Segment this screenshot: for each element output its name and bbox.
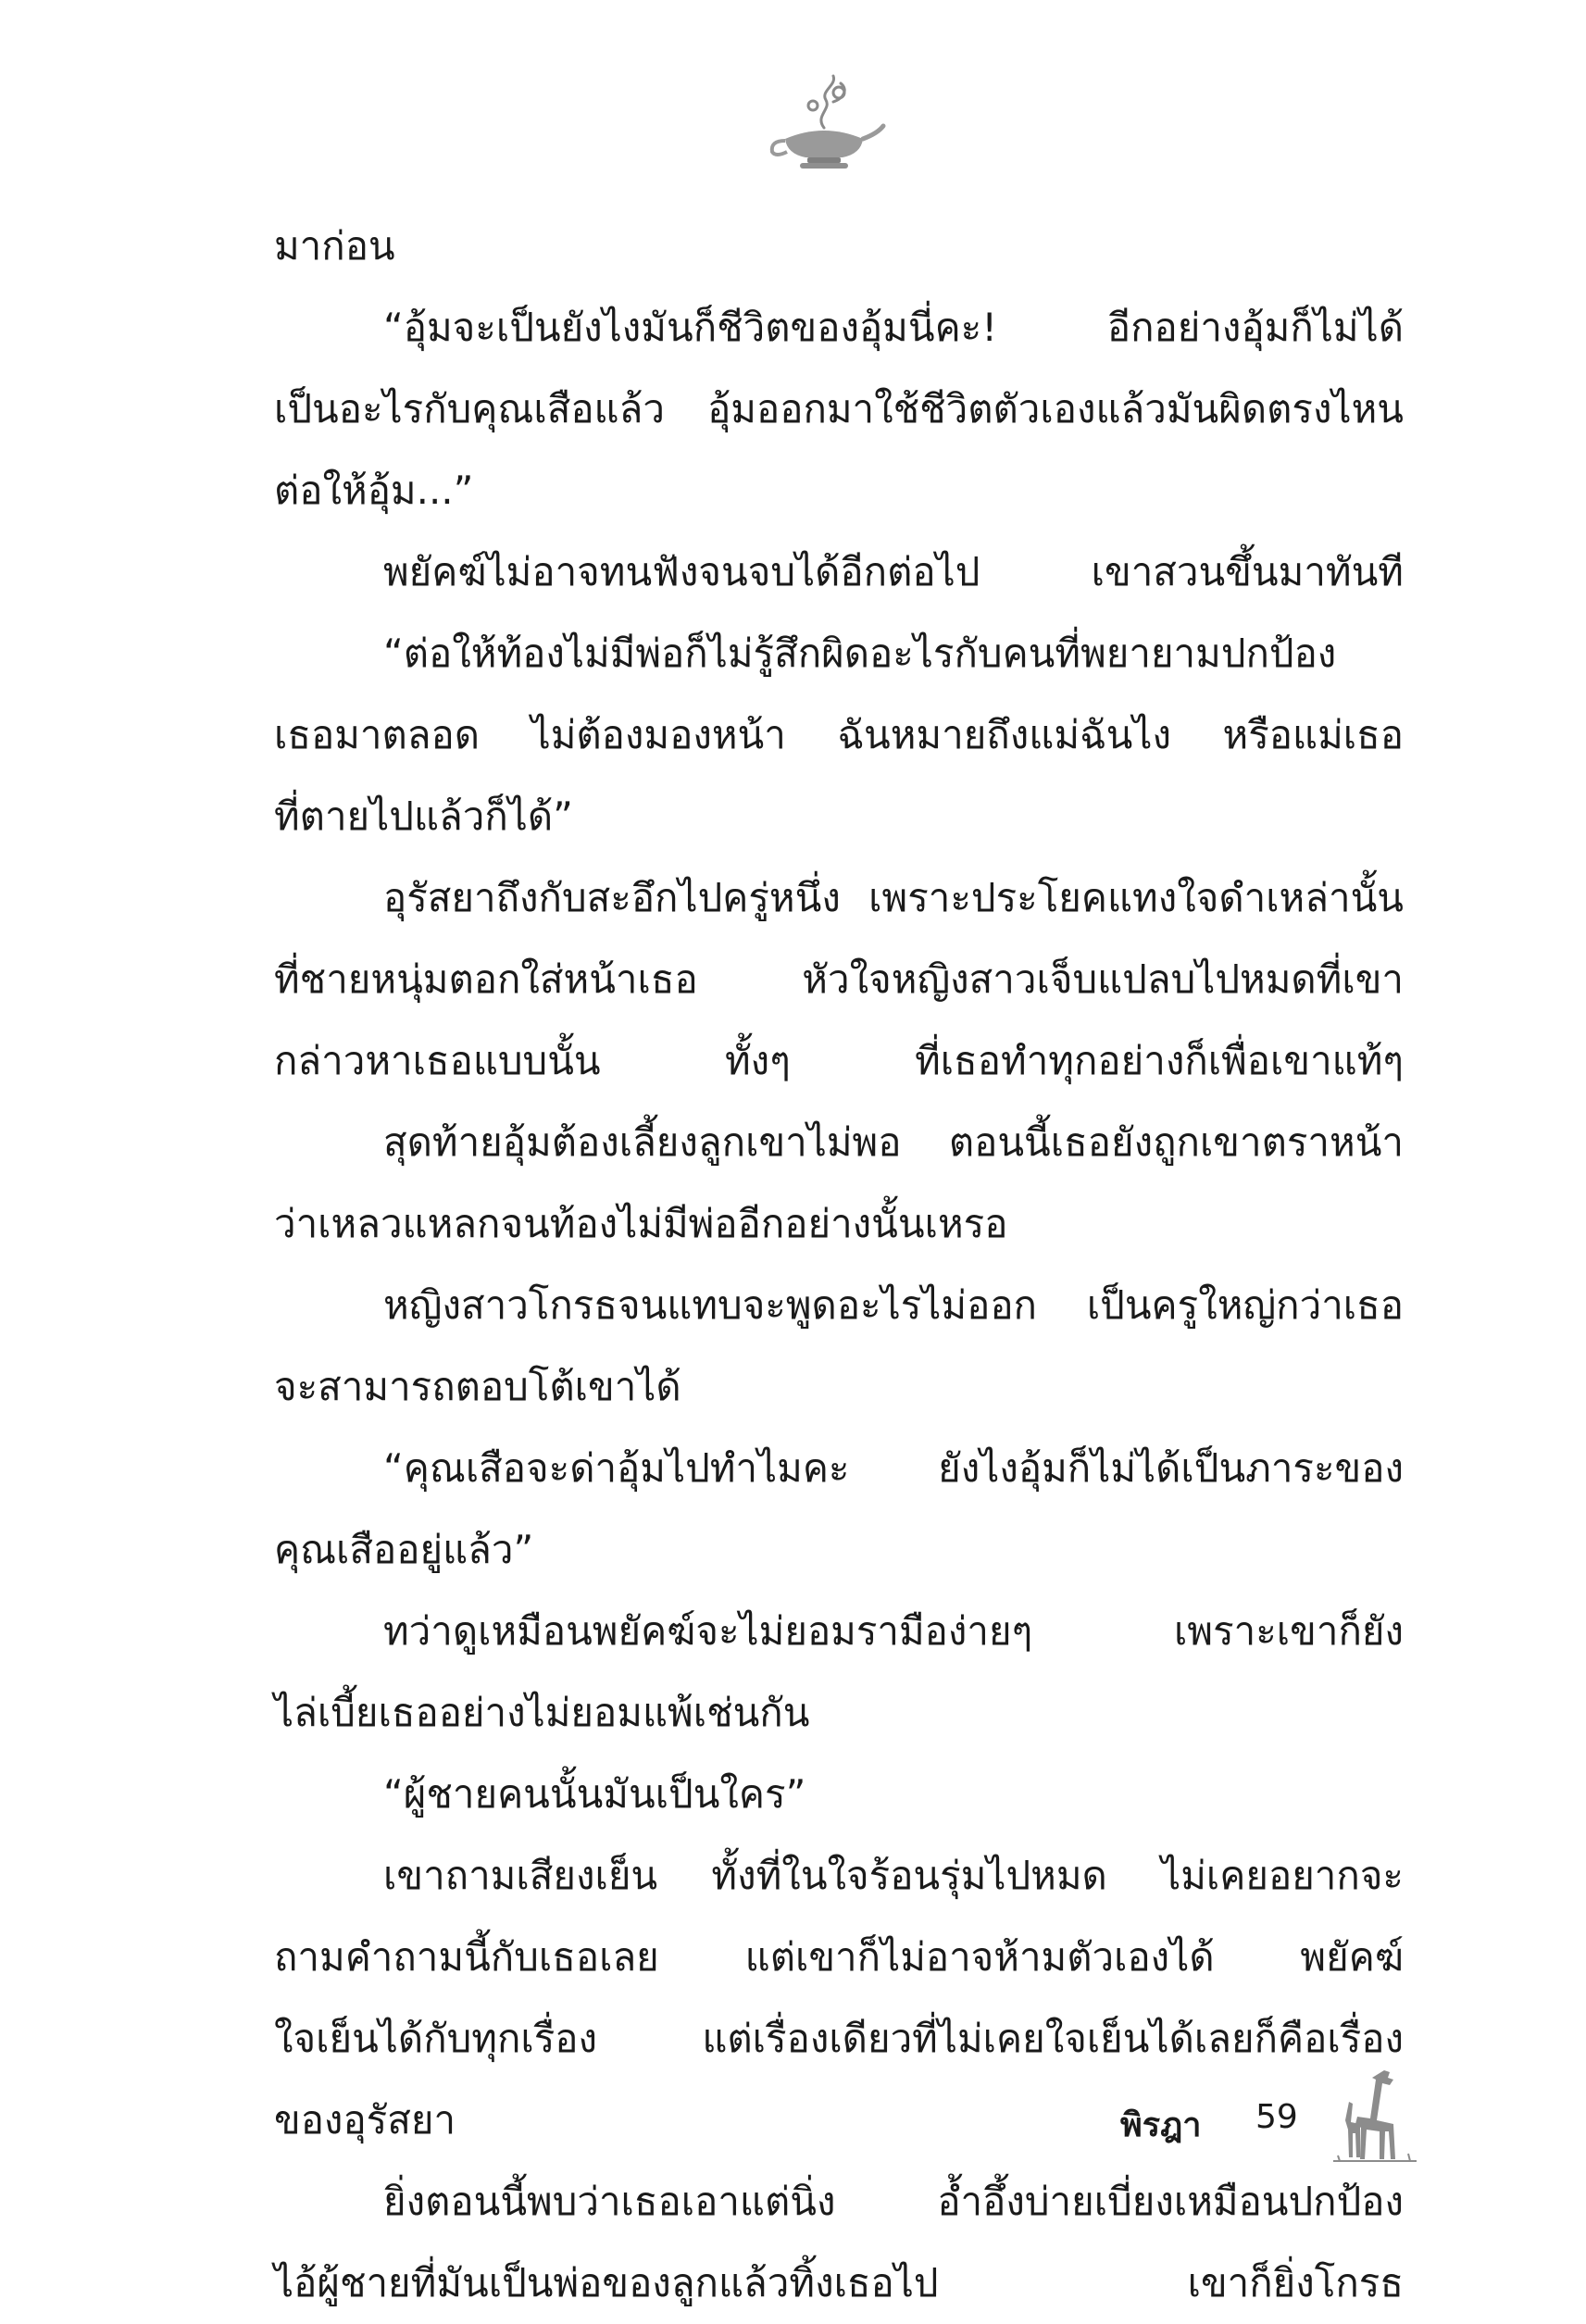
text-line: ที่ชายหนุ่มตอกใส่หน้าเธอ หัวใจหญิงสาวเจ็บแปลบไปหมดที่เขา [274,956,1404,1002]
text-line: อุรัสยาถึงกับสะอึกไปครู่หนึ่ง เพราะประโยคแทงใจดำเหล่านั้น [383,875,1404,920]
page-footer [1093,2065,1426,2167]
text-line: ยิ่งตอนนี้พบว่าเธอเอาแต่นิ่ง อ้ำอึ้งบ่ายเบี่ยงเหมือนปกป้อง [383,2179,1404,2224]
text-line: “ต่อให้ท้องไม่มีพ่อก็ไม่รู้สึกผิดอะไรกับคนที่พยายามปกป้อง [383,631,1337,676]
body-text [274,206,1404,2324]
text-line: สุดท้ายอุ้มต้องเลี้ยงลูกเขาไม่พอ ตอนนี้เธอยังถูกเขาตราหน้า [383,1119,1404,1165]
text-line: เธอมาตลอด ไม่ต้องมองหน้า ฉันหมายถึงแม่ฉันไง หรือแม่เธอ [274,712,1404,757]
text-line: พยัคฆ์ไม่อาจทนฟังจนจบได้อีกต่อไป เขาสวนขึ้นมาทันที [383,549,1404,594]
text-line: ถามคำถามนี้กับเธอเลย แต่เขาก็ไม่อาจห้ามตัวเองได้ พยัคฆ์ [274,1934,1404,1980]
text-line: ที่ตายไปแล้วก็ได้” [274,793,573,839]
giraffe-icon [1329,2065,1421,2167]
text-line: มาก่อน [274,223,395,269]
text-line: “คุณเสือจะด่าอุ้มไปทำไมคะ ยังไงอุ้มก็ไม่ได้เป็นภาระของ [383,1445,1404,1491]
text-line: เป็นอะไรกับคุณเสือแล้ว อุ้มออกมาใช้ชีวิตตัวเองแล้วมันผิดตรงไหน [274,386,1404,431]
text-line: ไล่เบี้ยเธออย่างไม่ยอมแพ้เช่นกัน [274,1690,810,1735]
text-line: ว่าเหลวแหลกจนท้องไม่มีพ่ออีกอย่างนั้นเหรอ [274,1201,1008,1246]
author-name: พิรฎา [1120,2106,1202,2144]
text-line: ต่อให้อุ้ม...” [274,468,474,513]
genie-lamp-icon [759,65,889,176]
page-number: 59 [1255,2098,1298,2136]
text-line: ของอุรัสยา [274,2097,456,2143]
text-line: “อุ้มจะเป็นยังไงมันก็ชีวิตของอุ้มนี่คะ! อีกอย่างอุ้มก็ไม่ได้ [383,305,1404,350]
text-line: “ผู้ชายคนนั้นมันเป็นใคร” [383,1771,806,1817]
text-line: ไอ้ผู้ชายที่มันเป็นพ่อของลูกแล้วทิ้งเธอไป เขาก็ยิ่งโกรธ [274,2260,1404,2305]
text-line: ทว่าดูเหมือนพยัคฆ์จะไม่ยอมรามือง่ายๆ เพราะเขาก็ยัง [383,1608,1404,1654]
text-line: หญิงสาวโกรธจนแทบจะพูดอะไรไม่ออก เป็นครูใหญ่กว่าเธอ [383,1282,1404,1328]
text-line: กล่าวหาเธอแบบนั้น ทั้งๆ ที่เธอทำทุกอย่างก็เพื่อเขาแท้ๆ [274,1038,1404,1083]
text-line: ใจเย็นได้กับทุกเรื่อง แต่เรื่องเดียวที่ไม่เคยใจเย็นได้เลยก็คือเรื่อง [274,2016,1404,2061]
text-line: เขาถามเสียงเย็น ทั้งที่ในใจร้อนรุ่มไปหมด ไม่เคยอยากจะ [383,1853,1404,1898]
text-line: คุณเสืออยู่แล้ว” [274,1527,534,1572]
text-line: จะสามารถตอบโต้เขาได้ [274,1364,681,1409]
